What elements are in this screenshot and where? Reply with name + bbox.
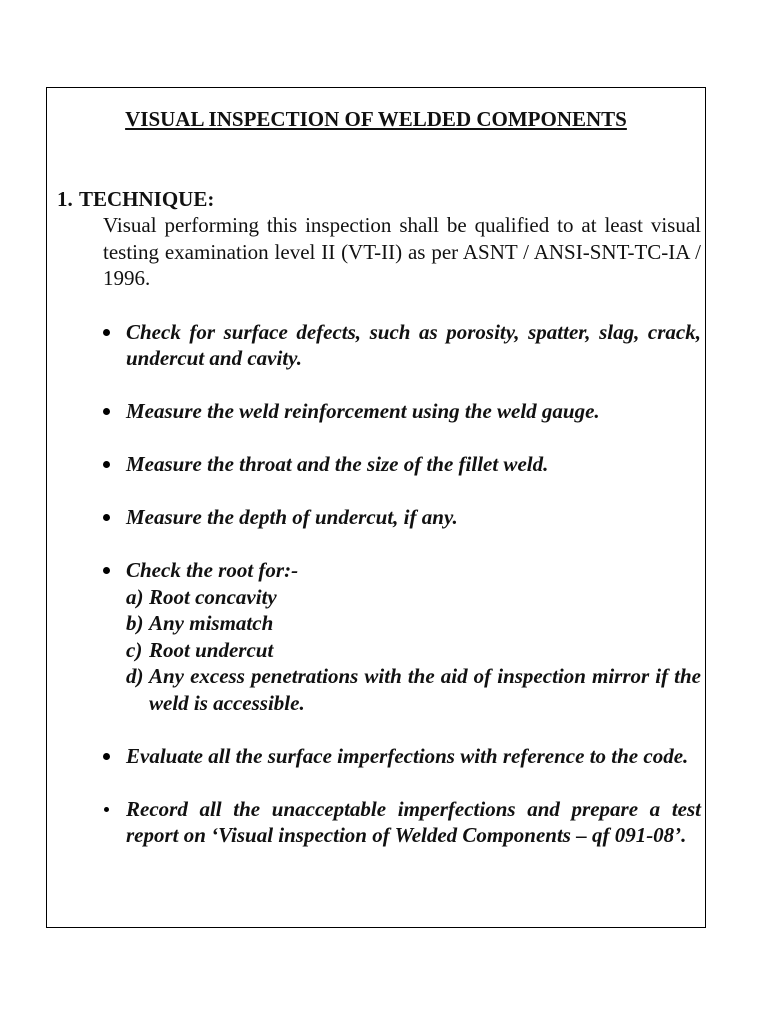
- list-item: [103, 398, 701, 425]
- list-item-text: Measure the throat and the size of the fillet weld.: [126, 452, 549, 476]
- document-frame: [46, 87, 706, 928]
- section-heading: [57, 186, 701, 212]
- inspection-checklist: [57, 319, 701, 849]
- root-check-letter: d): [126, 664, 144, 688]
- list-item: [103, 504, 701, 531]
- bullet-icon: [103, 514, 110, 521]
- list-item-text: Evaluate all the surface imperfections with reference to the code.: [126, 743, 689, 768]
- root-check-text: Root concavity: [149, 584, 277, 609]
- root-check-letter: b): [126, 611, 144, 635]
- root-check-item: [126, 610, 701, 637]
- root-check-list: [126, 584, 701, 717]
- list-item: [103, 743, 701, 770]
- root-check-item: [126, 663, 701, 716]
- qualification-paragraph: Visual performing this inspection shall be qualified to at least visual testing examination level II (VT-II) as per ASNT / ANSI-SNT-TC-IA / 1996.: [103, 213, 701, 290]
- list-item-text: Check for surface defects, such as porosity, spatter, slag, crack, undercut and cavity.: [126, 319, 701, 370]
- list-item: [103, 796, 701, 849]
- bullet-icon: [103, 461, 110, 468]
- list-item-text: Measure the depth of undercut, if any.: [126, 505, 458, 529]
- list-item: [103, 557, 701, 716]
- list-item: [103, 319, 701, 372]
- list-item-text: Check the root for:-: [126, 558, 299, 582]
- technique-section: [57, 186, 701, 875]
- list-item-text: Record all the unacceptable imperfections and prepare a test report on ‘Visual inspection of Welded Components – qf 091-08’.: [126, 796, 701, 847]
- section-title: TECHNIQUE:: [79, 187, 215, 211]
- root-check-text: Any excess penetrations with the aid of inspection mirror if the weld is accessible.: [149, 664, 701, 715]
- section-number: 1.: [57, 187, 73, 211]
- root-check-text: Root undercut: [149, 637, 274, 662]
- list-item-text: Measure the weld reinforcement using the weld gauge.: [126, 399, 600, 423]
- bullet-icon: [103, 408, 110, 415]
- root-check-letter: c): [126, 637, 143, 662]
- root-check-item: [126, 584, 701, 611]
- bullet-icon: [103, 329, 110, 336]
- list-item: [103, 451, 701, 478]
- root-check-letter: a): [126, 584, 144, 609]
- bullet-icon: [104, 807, 109, 812]
- document-title: VISUAL INSPECTION OF WELDED COMPONENTS: [125, 107, 627, 131]
- bullet-icon: [103, 753, 110, 760]
- bullet-icon: [103, 567, 110, 574]
- root-check-item: [126, 637, 701, 664]
- root-check-text: Any mismatch: [149, 611, 274, 635]
